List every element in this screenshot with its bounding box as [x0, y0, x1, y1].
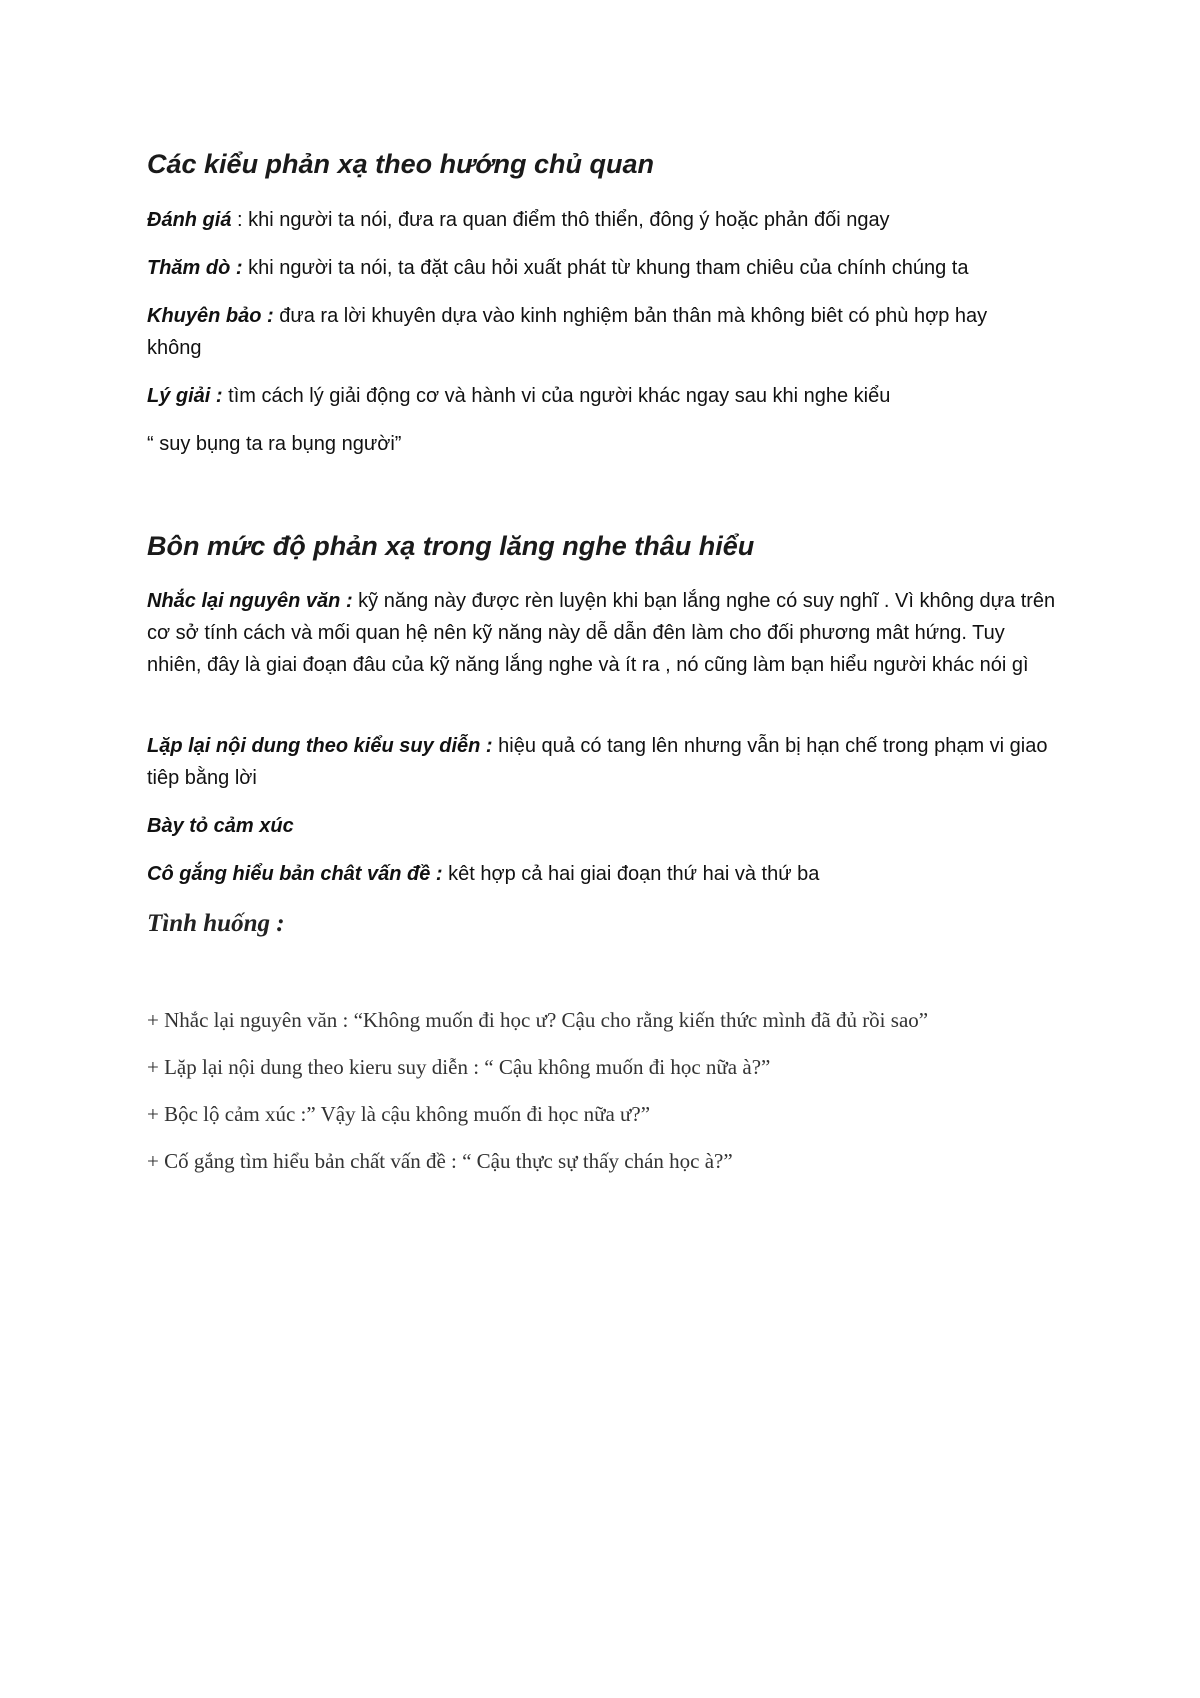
term-label: Thăm dò :	[147, 257, 243, 279]
term-label: Lặp lại nội dung theo kiểu suy diễn :	[147, 735, 493, 757]
definition-text: khi người ta nói, đưa ra quan điểm thô thiển, đông ý hoặc phản đối ngay	[248, 209, 890, 231]
section1-item-danh-gia	[147, 204, 1077, 236]
term-label: Khuyên bảo :	[147, 305, 274, 327]
situation-line: + Cố gắng tìm hiểu bản chất vấn đề : “ Cậu thực sự thấy chán học à?”	[147, 1149, 733, 1173]
definition-text: kêt hợp cả hai giai đoạn thứ hai và thứ ba	[448, 863, 820, 885]
section2-item-lap-lai	[147, 730, 1057, 794]
situation-title: Tình huống :	[147, 910, 285, 937]
section1-quote: “ suy bụng ta ra bụng người”	[147, 433, 402, 455]
section1-item-ly-giai	[147, 380, 1077, 412]
section2-item-nhac-lai	[147, 585, 1057, 681]
situation-line: + Bộc lộ cảm xúc :” Vậy là cậu không muốn đi học nữa ư?”	[147, 1102, 651, 1126]
definition-text: hiệu quả có tang lên nhưng vẫn bị hạn chế trong phạm vi giao tiêp bằng lời	[147, 735, 1048, 789]
definition-text: tìm cách lý giải động cơ và hành vi của người khác ngay sau khi nghe kiểu	[228, 385, 891, 407]
definition-text: đưa ra lời khuyên dựa vào kinh nghiệm bản thân mà không biêt có phù hợp hay không	[147, 305, 988, 359]
section1-title: Các kiểu phản xạ theo hướng chủ quan	[147, 149, 654, 179]
term-label: Lý giải :	[147, 385, 223, 407]
term-label: Nhắc lại nguyên văn :	[147, 590, 353, 612]
section2-item-co-gang	[147, 858, 1077, 890]
section2-title: Bôn mức độ phản xạ trong lăng nghe thâu hiểu	[147, 531, 755, 561]
section2-item-bay-to	[147, 810, 1077, 842]
situation-line: + Lặp lại nội dung theo kieru suy diễn : “ Cậu không muốn đi học nữa à?”	[147, 1055, 771, 1079]
term-label: Cô gắng hiểu bản chât vấn đề :	[147, 863, 443, 885]
situation-line: + Nhắc lại nguyên văn : “Không muốn đi học ư? Cậu cho rằng kiến thức mình đã đủ rồi sao”	[147, 1008, 929, 1032]
section1-item-tham-do	[147, 252, 1077, 284]
definition-text: kỹ năng này được rèn luyện khi bạn lắng nghe có suy nghĩ . Vì không dựa trên cơ sở tính cách và mối quan hệ nên kỹ năng này dễ dẫn đên làm cho đối phương mât hứng. Tuy nhiên, đây là giai đoạn đâu của kỹ năng lắng nghe và ít ra , nó cũng làm bạn hiểu người khác nói gì	[147, 590, 1056, 676]
term-label: Đánh giá	[147, 209, 232, 231]
section1-item-khuyen-bao	[147, 300, 1047, 364]
separator: :	[231, 209, 249, 231]
term-label: Bày tỏ cảm xúc	[147, 815, 294, 837]
definition-text: khi người ta nói, ta đặt câu hỏi xuất phát từ khung tham chiêu của chính chúng ta	[248, 257, 969, 279]
